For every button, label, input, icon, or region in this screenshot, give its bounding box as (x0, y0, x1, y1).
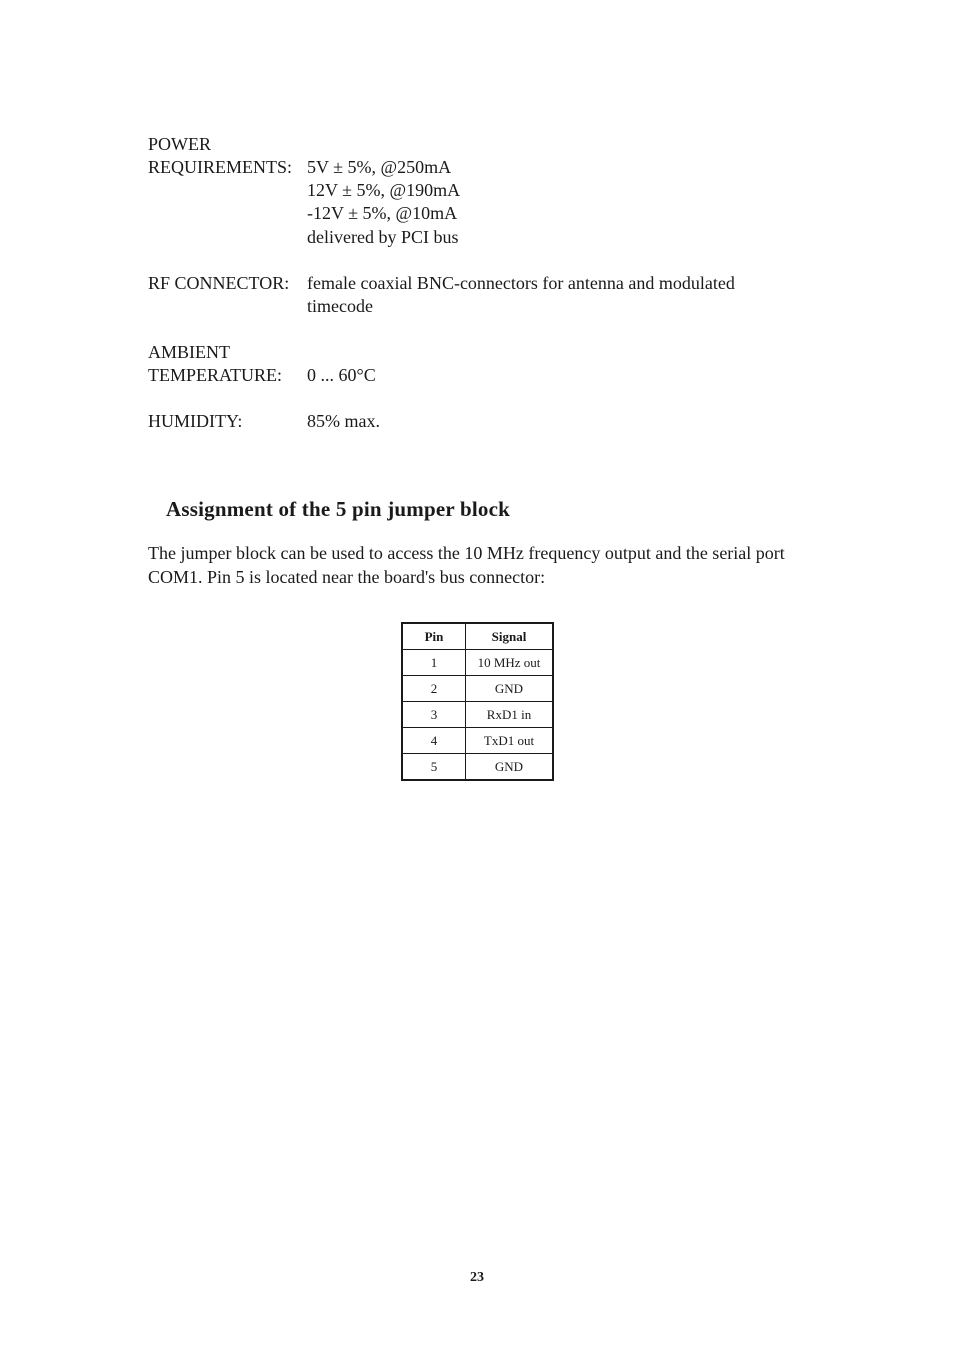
rf-connector-label: RF CONNECTOR: (148, 273, 290, 293)
column-header-signal: Signal (466, 623, 554, 650)
section-title: Assignment of the 5 pin jumper block (166, 497, 511, 521)
column-header-pin: Pin (402, 623, 466, 650)
rf-connector-value: timecode (307, 296, 373, 316)
intro-paragraph-line: COM1. Pin 5 is located near the board's bus connector: (148, 567, 546, 587)
signal-cell: GND (466, 754, 554, 781)
rf-connector-value: female coaxial BNC-connectors for antenna and modulated (307, 273, 735, 293)
pin-cell: 2 (402, 676, 466, 702)
power-value: 12V ± 5%, @190mA (307, 180, 461, 200)
table-row (402, 728, 553, 754)
signal-cell: 10 MHz out (466, 650, 554, 676)
signal-cell: TxD1 out (466, 728, 554, 754)
power-label-line1: POWER (148, 134, 211, 154)
power-value: -12V ± 5%, @10mA (307, 203, 458, 223)
intro-paragraph-line: The jumper block can be used to access the 10 MHz frequency output and the serial port (148, 543, 785, 563)
power-value: delivered by PCI bus (307, 227, 459, 247)
power-value: 5V ± 5%, @250mA (307, 157, 452, 177)
pin-cell: 3 (402, 702, 466, 728)
humidity-label: HUMIDITY: (148, 411, 243, 431)
table-row (402, 676, 553, 702)
signal-cell: RxD1 in (466, 702, 554, 728)
table-row (402, 650, 553, 676)
signal-cell: GND (466, 676, 554, 702)
humidity-value: 85% max. (307, 411, 380, 431)
page-number: 23 (470, 1270, 484, 1285)
pin-cell: 5 (402, 754, 466, 781)
ambient-label-line1: AMBIENT (148, 342, 230, 362)
pin-cell: 4 (402, 728, 466, 754)
ambient-label-line2: TEMPERATURE: (148, 365, 283, 385)
pin-cell: 1 (402, 650, 466, 676)
ambient-value: 0 ... 60°C (307, 365, 376, 385)
table-header-row (402, 623, 553, 650)
power-label-line2: REQUIREMENTS: (148, 157, 292, 177)
table-row (402, 702, 553, 728)
pin-assignment-table (401, 622, 554, 781)
table-row (402, 754, 553, 781)
